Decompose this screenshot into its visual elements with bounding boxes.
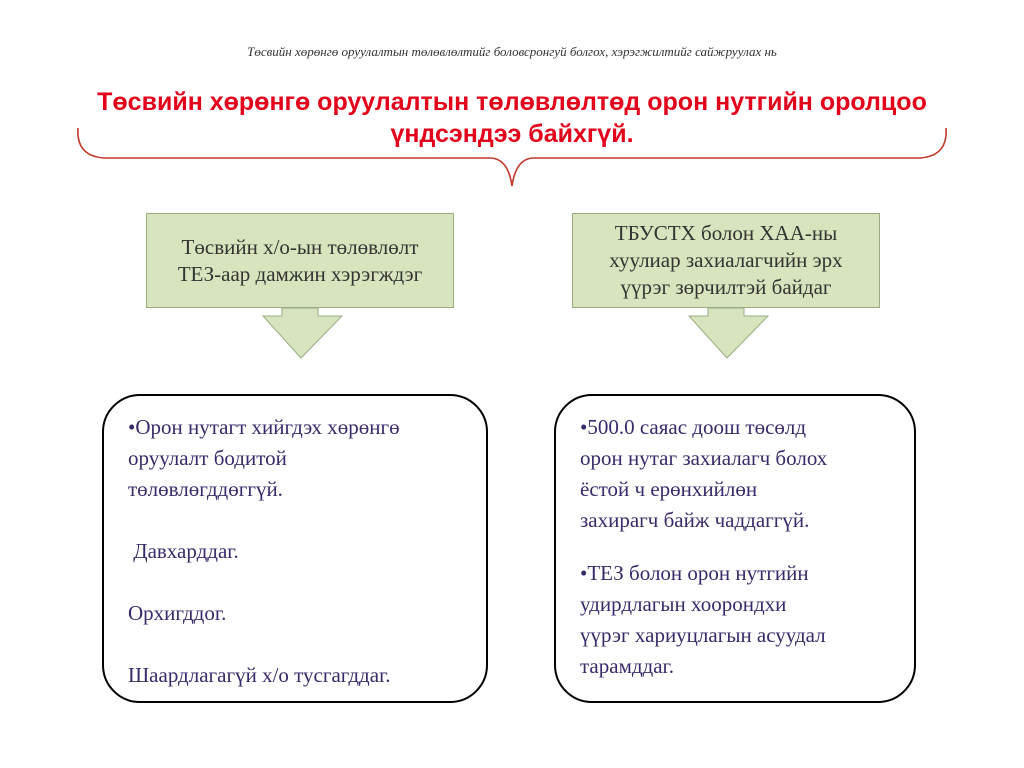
left-effect-4: Шаардлагагүй х/о тусгагддаг. bbox=[128, 663, 391, 687]
right-effect-1-line-3: ёстой ч ерөнхийлөн bbox=[580, 477, 758, 501]
left-box-line-1: Төсвийн х/о-ын төлөвлөлт bbox=[181, 234, 419, 259]
right-down-arrow-icon bbox=[688, 308, 770, 360]
right-effect-2-line-2: удирдлагын хоорондхи bbox=[580, 592, 787, 616]
right-box-line-3: үүрэг зөрчилтэй байдаг bbox=[620, 275, 832, 299]
left-box-line-2: ТЕЗ-аар дамжин хэрэгждэг bbox=[177, 261, 423, 286]
slide-subtitle: Төсвийн хөрөнгө оруулалтын төлөвлөлтийг боловсронгуй болгох, хэрэгжилтийг сайжруулах нь bbox=[247, 44, 777, 59]
right-effect-2-line-3: үүрэг хариуцлагын асуудал bbox=[580, 623, 826, 647]
left-effect-1 bbox=[128, 412, 466, 505]
right-box-line-1: ТБУСТХ болон ХАА-ны bbox=[614, 221, 838, 245]
right-effect-1-line-1: •500.0 саяас доош төсөлд bbox=[580, 415, 807, 439]
right-effect-1 bbox=[580, 412, 894, 536]
right-effects-card bbox=[554, 394, 916, 703]
right-effect-2-line-1: •ТЕЗ болон орон нутгийн bbox=[580, 561, 809, 585]
left-effect-1-line-3: төлөвлөгддөггүй. bbox=[128, 477, 283, 501]
curly-brace bbox=[0, 0, 1024, 200]
title-line-2: үндсэндээ байхгүй. bbox=[390, 120, 634, 148]
left-effect-2: Давхарддаг. bbox=[128, 539, 239, 563]
right-box-line-2: хуулиар захиалагчийн эрх bbox=[609, 248, 843, 272]
right-effect-1-line-2: орон нутаг захиалагч болох bbox=[580, 446, 828, 470]
left-effect-1-line-1: •Орон нутагт хийгдэх хөрөнгө bbox=[128, 415, 400, 439]
right-effect-2-line-4: тарамддаг. bbox=[580, 654, 675, 678]
left-down-arrow-icon bbox=[262, 308, 344, 360]
left-effect-3: Орхигддог. bbox=[128, 601, 227, 625]
left-cause-box bbox=[146, 213, 454, 308]
title-line-1: Төсвийн хөрөнгө оруулалтын төлөвлөлтөд орон нутгийн оролцоо bbox=[97, 88, 927, 116]
right-effect-2 bbox=[580, 558, 894, 682]
right-cause-box bbox=[572, 213, 880, 308]
right-effect-1-line-4: захирагч байж чаддаггүй. bbox=[580, 508, 810, 532]
left-effect-1-line-2: оруулалт бодитой bbox=[128, 446, 287, 470]
left-effects-card bbox=[102, 394, 488, 703]
